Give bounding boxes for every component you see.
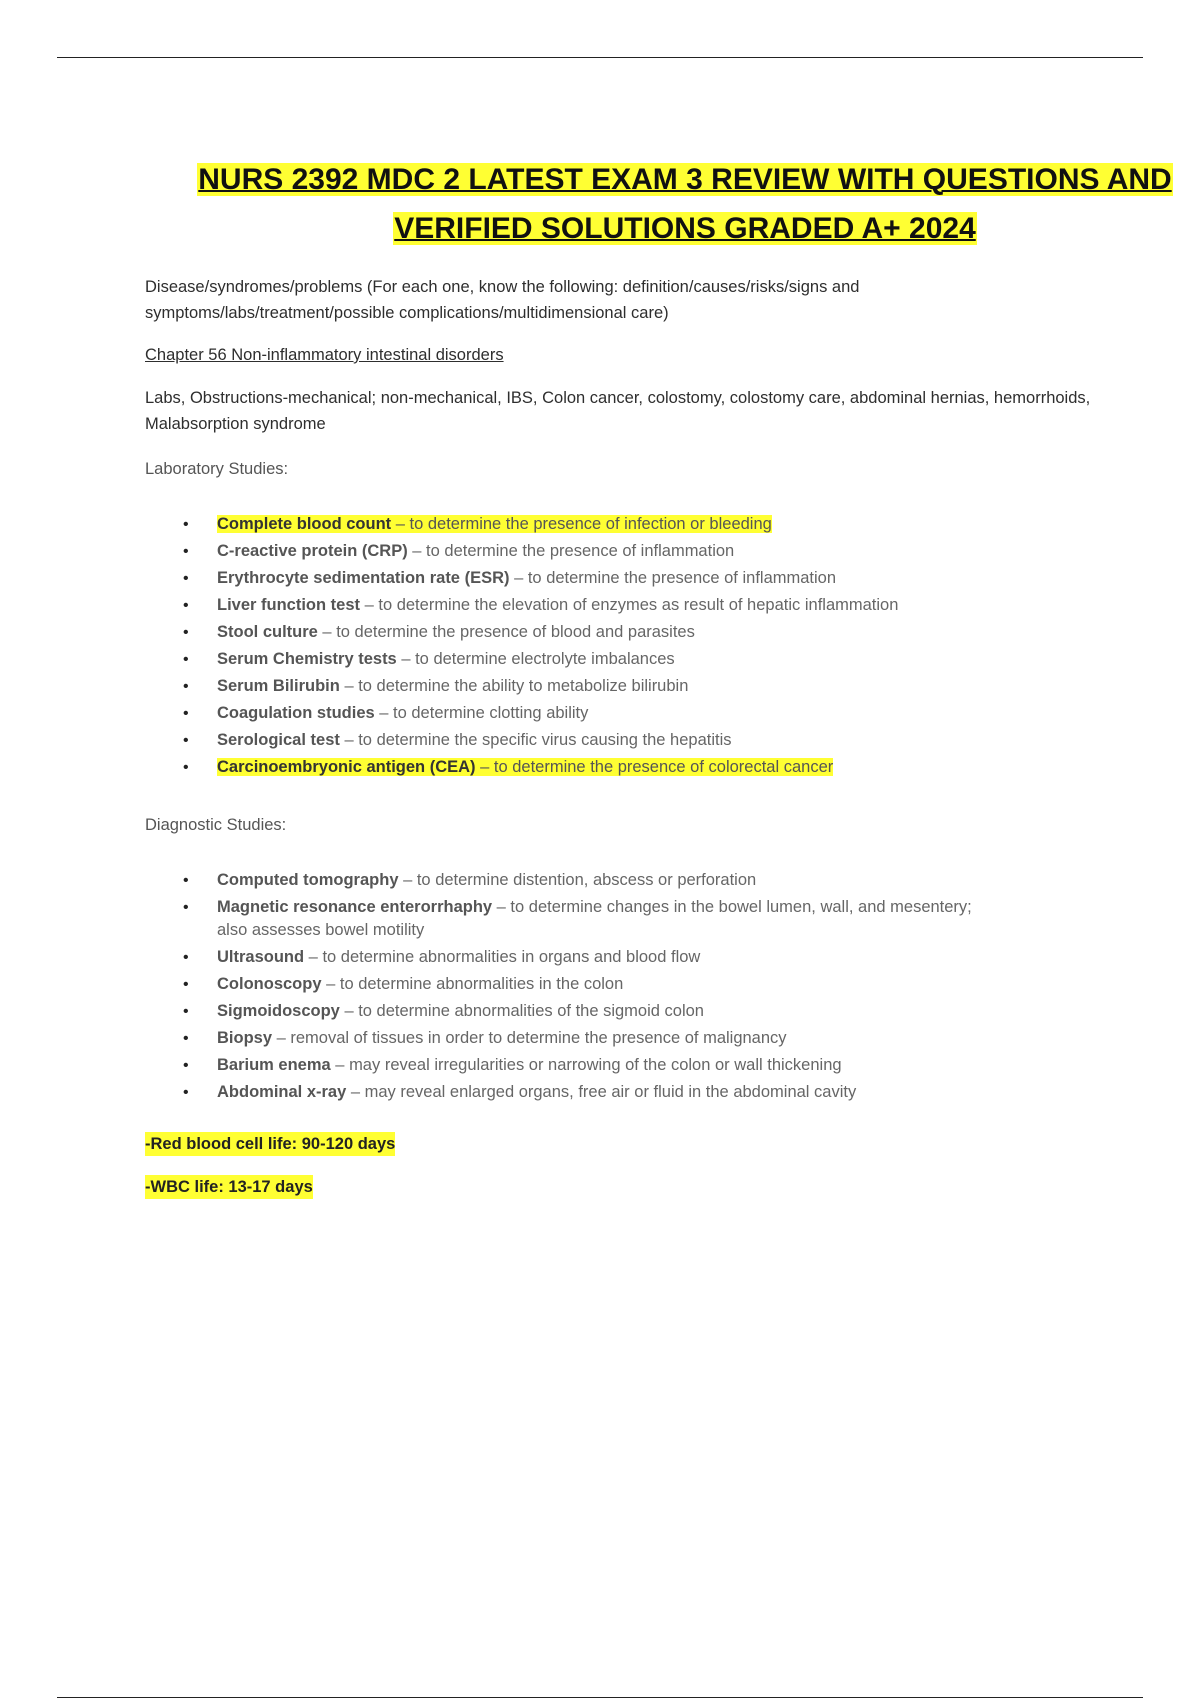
list-item-desc: – to determine changes in the bowel lumen, wall, and mesentery; also assesses bowel motility [217, 898, 972, 939]
title-line-2: VERIFIED SOLUTIONS GRADED A+ 2024 [394, 212, 976, 245]
list-item [145, 729, 1005, 756]
list-item-desc: – may reveal enlarged organs, free air or fluid in the abdominal cavity [346, 1083, 857, 1101]
list-item-desc: – to determine the presence of inflammation [407, 542, 735, 560]
list-item-term: Carcinoembryonic antigen (CEA) [217, 758, 476, 776]
list-item-desc: – to determine the presence of inflammation [509, 569, 837, 587]
list-item-desc: – to determine abnormalities of the sigmoid colon [339, 1002, 704, 1020]
list-item [145, 946, 1005, 969]
list-item-term: Complete blood count [217, 515, 392, 533]
list-item-desc: – may reveal irregularities or narrowing of the colon or wall thickening [330, 1056, 842, 1074]
list-item-term: Stool culture [217, 623, 318, 641]
intro-paragraph: Disease/syndromes/problems (For each one, know the following: definition/causes/risks/signs and symptoms/labs/treatment/possible complications/multidimensional care) [145, 278, 860, 322]
list-item-desc: – to determine the elevation of enzymes as result of hepatic inflammation [360, 596, 899, 614]
list-item-desc: – to determine electrolyte imbalances [396, 650, 675, 668]
list-item [145, 702, 1005, 729]
list-item-desc: – removal of tissues in order to determine the presence of malignancy [272, 1029, 787, 1047]
list-item [145, 540, 1005, 567]
laboratory-studies-list [145, 513, 1005, 783]
list-item-term: Serum Bilirubin [217, 677, 340, 695]
list-item-desc: – to determine the ability to metabolize bilirubin [339, 677, 689, 695]
list-item-term: Computed tomography [217, 871, 399, 889]
laboratory-studies-heading: Laboratory Studies: [145, 460, 289, 478]
diagnostic-studies-heading: Diagnostic Studies: [145, 816, 287, 834]
chapter-heading: Chapter 56 Non-inflammatory intestinal disorders [145, 346, 504, 364]
list-item-desc: – to determine distention, abscess or perforation [398, 871, 757, 889]
list-item [145, 567, 1005, 594]
list-item-term: Erythrocyte sedimentation rate (ESR) [217, 569, 510, 587]
list-item-desc: – to determine the specific virus causing the hepatitis [339, 731, 732, 749]
list-item-desc: – to determine abnormalities in organs and blood flow [304, 948, 701, 966]
list-item [145, 1081, 1005, 1104]
footer-rule [57, 1697, 1143, 1698]
list-item [145, 513, 1005, 540]
list-item-desc: – to determine the presence of blood and parasites [317, 623, 695, 641]
list-item [145, 648, 1005, 675]
list-item-term: Sigmoidoscopy [217, 1002, 340, 1020]
list-item-term: Serological test [217, 731, 340, 749]
rbc-life-note: -Red blood cell life: 90-120 days [145, 1132, 395, 1156]
list-item-term: Biopsy [217, 1029, 273, 1047]
list-item-term: Ultrasound [217, 948, 305, 966]
list-item [145, 1000, 1005, 1023]
list-item [145, 896, 1005, 942]
list-item [145, 1027, 1005, 1050]
list-item-term: Abdominal x-ray [217, 1083, 347, 1101]
list-item-term: Liver function test [217, 596, 361, 614]
list-item [145, 973, 1005, 996]
header-rule [57, 57, 1143, 58]
list-item [145, 675, 1005, 702]
list-item-term: Barium enema [217, 1056, 331, 1074]
list-item-term: Colonoscopy [217, 975, 322, 993]
list-item [145, 756, 1005, 783]
list-item-term: Serum Chemistry tests [217, 650, 397, 668]
document-title [180, 155, 1190, 253]
topics-paragraph: Labs, Obstructions-mechanical; non-mechanical, IBS, Colon cancer, colostomy, colostomy care, abdominal hernias, hemorrhoids, Malabsorption syndrome [145, 389, 1091, 433]
list-item-term: Magnetic resonance enterorrhaphy [217, 898, 493, 916]
list-item-desc: – to determine clotting ability [374, 704, 589, 722]
list-item-desc: – to determine the presence of colorectal cancer [475, 758, 834, 776]
list-item-desc: – to determine abnormalities in the colon [321, 975, 624, 993]
title-line-1: NURS 2392 MDC 2 LATEST EXAM 3 REVIEW WITH QUESTIONS AND [198, 163, 1172, 196]
wbc-life-note: -WBC life: 13-17 days [145, 1175, 313, 1199]
list-item [145, 869, 1005, 892]
diagnostic-studies-list [145, 869, 1005, 1108]
list-item [145, 621, 1005, 648]
list-item-term: C-reactive protein (CRP) [217, 542, 408, 560]
list-item [145, 1054, 1005, 1077]
list-item-term: Coagulation studies [217, 704, 375, 722]
list-item [145, 594, 1005, 621]
list-item-desc: – to determine the presence of infection or bleeding [391, 515, 772, 533]
